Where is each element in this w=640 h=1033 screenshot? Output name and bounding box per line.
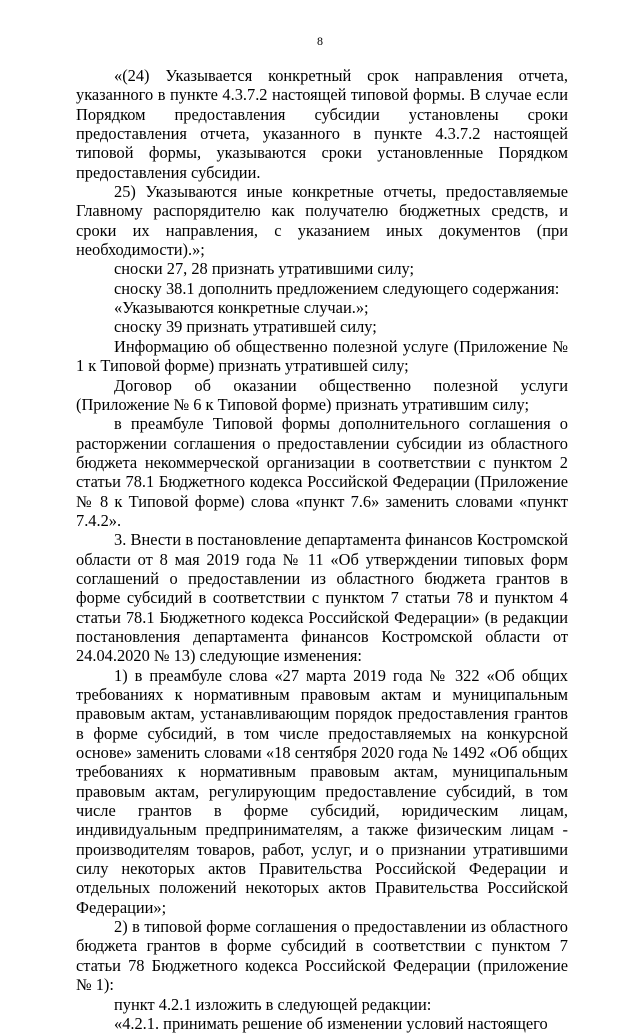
- paragraph-item-2: 2) в типовой форме соглашения о предоставлении из областного бюджета грантов в форме субсидий в соответствии с пунктом 7 статьи 78 Бюджетного кодекса Российской Федерации (приложение № 1):: [76, 917, 568, 995]
- paragraph-footnote-25: 25) Указываются иные конкретные отчеты, предоставляемые Главному распорядителю как получателю бюджетных средств, и сроки их направления, с указанием иных документов (при необходимости).»;: [76, 182, 568, 260]
- paragraph-footnote-39: сноску 39 признать утратившей силу;: [114, 317, 377, 337]
- document-body: [76, 66, 568, 1033]
- paragraph-quote-cases: «Указываются конкретные случаи.»;: [114, 298, 369, 318]
- paragraph-footnotes-27-28: сноски 27, 28 признать утратившими силу;: [114, 259, 415, 279]
- paragraph-item-1: 1) в преамбуле слова «27 марта 2019 года № 322 «Об общих требованиях к нормативным правовым актам и муниципальным правовым актам, устанавливающим порядок предоставления грантов в форме субсидий, в том числе предоставляемых на конкурсной основе» заменить словами «18 сентября 2020 года № 1492 «Об общих требованиях к нормативным правовым актам, муниципальным правовым актам, регулирующим предоставление субсидий, в том числе грантов в форме субсидий, юридическим лицам, индивидуальным предпринимателям, а также физическим лицам - производителям товаров, работ, услуг, и о признании утратившими силу некоторых актов Правительства Российской Федерации и отдельных положений некоторых актов Правительства Российской Федерации»;: [76, 665, 568, 917]
- paragraph-point-4-2-1-text: «4.2.1. принимать решение об изменении условий настоящего: [114, 1013, 548, 1033]
- paragraph-section-3: 3. Внести в постановление департамента финансов Костромской области от 8 мая 2019 года № 11 «Об утверждении типовых форм соглашений о предоставлении из областного бюджета грантов в форме субсидий в соответствии с пунктом 7 статьи 78 и пунктом 4 статьи 78.1 Бюджетного кодекса Российской Федерации» (в редакции постановления департамента финансов Костромской области от 24.04.2020 № 13) следующие изменения:: [76, 530, 568, 666]
- page-number: 8: [317, 34, 323, 48]
- paragraph-point-4-2-1: пункт 4.2.1 изложить в следующей редакции:: [114, 994, 432, 1014]
- paragraph-footnote-38-1: сноску 38.1 дополнить предложением следующего содержания:: [114, 278, 560, 298]
- paragraph-footnote-24: «(24) Указывается конкретный срок направления отчета, указанного в пункте 4.3.7.2 настоящей типовой формы. В случае если Порядком предоставления субсидии установлены сроки предоставления отчета, указанного в пункте 4.3.7.2 настоящей типовой формы, указываются сроки установленные Порядком предоставления субсидии.: [76, 66, 568, 182]
- paragraph-appendix-8: в преамбуле Типовой формы дополнительного соглашения о расторжении соглашения о предоставлении субсидии из областного бюджета некоммерческой организации в соответствии с пунктом 2 статьи 78.1 Бюджетного кодекса Российской Федерации (Приложение № 8 к Типовой форме) слова «пункт 7.6» заменить словами «пункт 7.4.2».: [76, 414, 568, 530]
- paragraph-appendix-6: Договор об оказании общественно полезной услуги (Приложение № 6 к Типовой форме) признать утратившим силу;: [76, 375, 568, 414]
- paragraph-appendix-1: Информацию об общественно полезной услуге (Приложение № 1 к Типовой форме) признать утратившей силу;: [76, 336, 568, 376]
